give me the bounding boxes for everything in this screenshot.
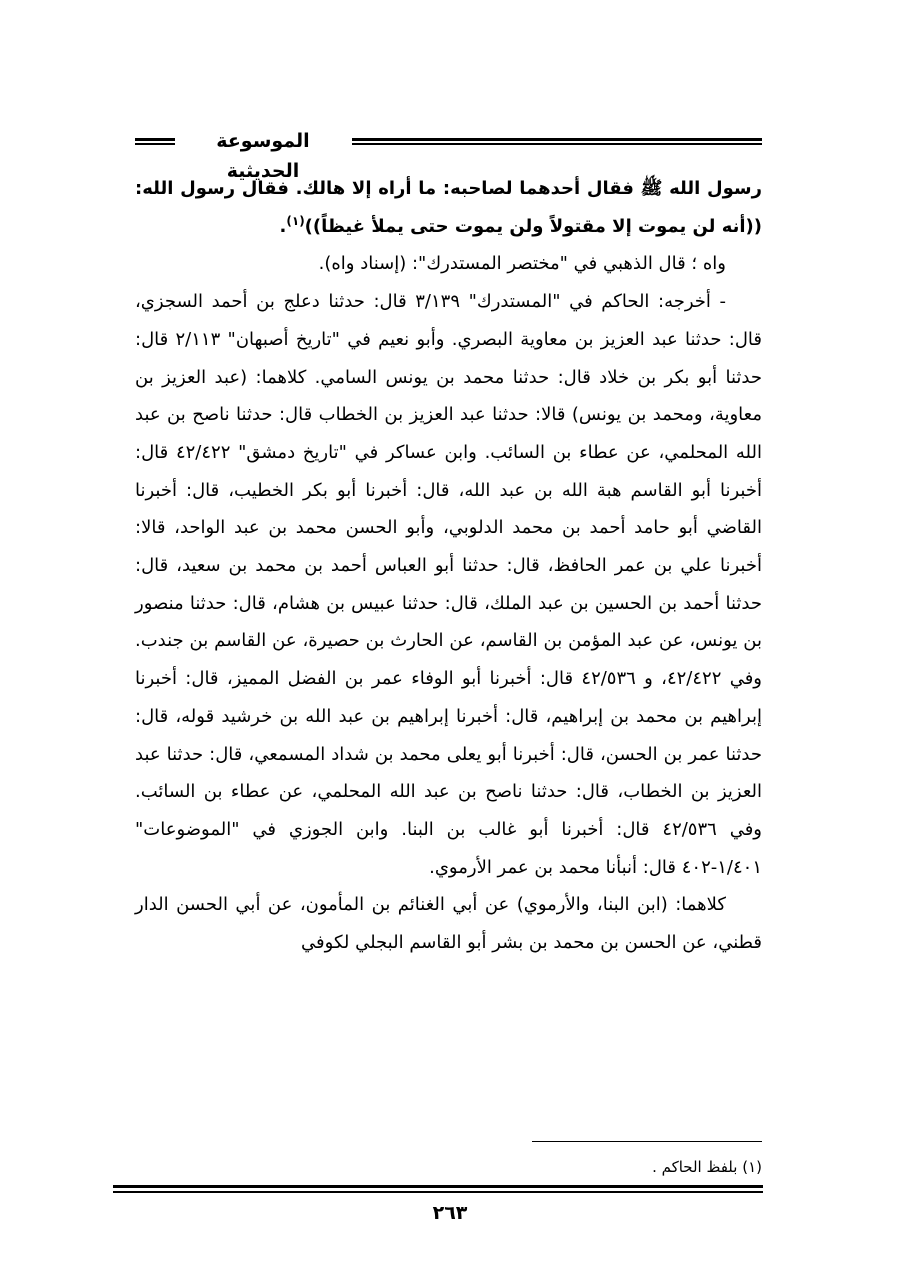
body-text <box>135 170 762 962</box>
continuation-paragraph <box>135 886 762 961</box>
takhrij-text: - أخرجه: الحاكم في "المستدرك" ٣/١٣٩ قال: حدثنا دعلج بن أحمد السجزي، قال: حدثنا عبد العزيز بن معاوية البصري. وأبو نعيم في "تاريخ أصبهان" ٢/١١٣ قال: حدثنا أبو بكر بن خلاد قال: حدثنا محمد بن يونس السامي. كلاهما: (عبد العزيز بن معاوية، ومحمد بن يونس) قالا: حدثنا عبد العزيز بن الخطاب قال: حدثنا ناصح بن عبد الله المحلمي، عن عطاء بن السائب. وابن عساكر في "تاريخ دمشق" ٤٢/٤٢٢ قال: أخبرنا أبو القاسم هبة الله بن عبد الله، قال: أخبرنا أبو بكر الخطيب، قال: أخبرنا القاضي أبو حامد أحمد بن محمد الدلوبي، وأبو الحسن محمد بن عبد الواحد، قالا: أخبرنا علي بن عمر الحافظ، قال: حدثنا أبو العباس أحمد بن محمد بن سعيد، قال: حدثنا أحمد بن الحسين بن عبد الملك، قال: حدثنا عبيس بن هشام، قال: حدثنا منصور بن يونس، عن عبد المؤمن بن القاسم، عن الحارث بن حصيرة، عن القاسم بن جندب. وفي ٤٢/٤٢٢، و ٤٢/٥٣٦ قال: أخبرنا أبو الوفاء عمر بن الفضل المميز، قال: أخبرنا إبراهيم بن محمد بن إبراهيم، قال: أخبرنا إبراهيم بن عبد الله بن خرشيد قوله، قال: حدثنا عمر بن الحسن، قال: أخبرنا أبو يعلى محمد بن شداد المسمعي، قال: حدثنا عبد العزيز بن الخطاب، قال: حدثنا ناصح بن عبد الله المحلمي، عن عطاء بن السائب. وفي ٤٢/٥٣٦ قال: أخبرنا أبو غالب بن البنا. وابن الجوزي في "الموضوعات" ١/٤٠١-٤٠٢ قال: أنبأنا محمد بن عمر الأرموي. <box>135 291 762 878</box>
footnote: (١) بلفظ الحاكم . <box>652 1158 762 1176</box>
running-header <box>135 126 762 182</box>
footnote-reference: (١) <box>286 213 305 228</box>
header-rule-left <box>135 138 175 145</box>
takhrij-paragraph <box>135 283 762 886</box>
grading-paragraph <box>135 245 762 283</box>
footnote-separator <box>532 1141 762 1142</box>
header-title: الموسوعة الحديثية <box>216 130 310 182</box>
hadith-text: رسول الله ﷺ فقال أحدهما لصاحبه: ما أراه إلا هالك. فقال رسول الله: ((أنه لن يموت إلا مقتولاً ولن يموت حتى يملأ غيظاً)) <box>135 178 762 237</box>
footer-rule <box>113 1185 763 1193</box>
continuation-text: كلاهما: (ابن البنا، والأرموي) عن أبي الغنائم بن المأمون، عن أبي الحسن الدار قطني، عن الحسن بن محمد بن بشر أبو القاسم البجلي لكوفي <box>135 894 762 954</box>
hadith-paragraph: رسول الله ﷺ فقال أحدهما لصاحبه: ما أراه إلا هالك. فقال رسول الله: ((أنه لن يموت إلا مقتولاً ولن يموت حتى يملأ غيظاً))$^{(١)}$. <box>135 178 762 237</box>
header-rule-right <box>352 138 762 145</box>
grading-text: واه ؛ قال الذهبي في "مختصر المستدرك": (إسناد واه). <box>318 253 726 275</box>
page-number: ٢٦٣ <box>432 1202 468 1224</box>
